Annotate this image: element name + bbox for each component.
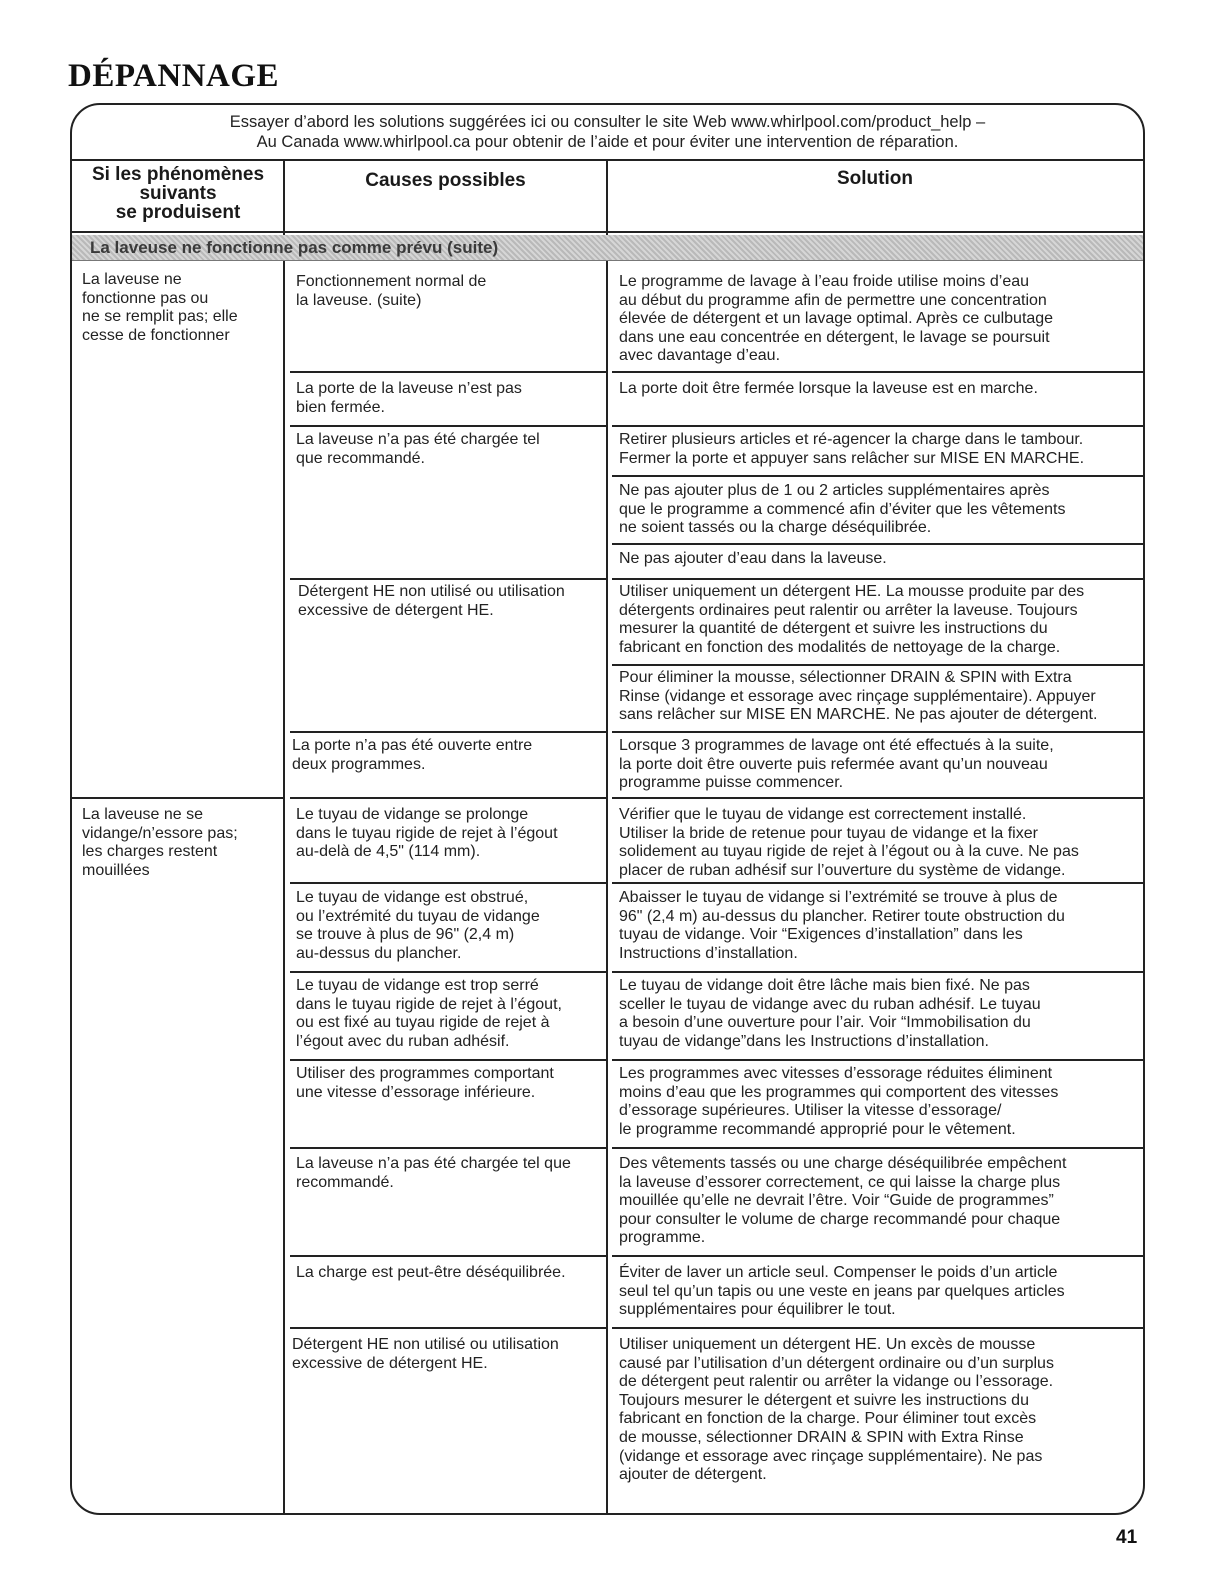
cause-cell: Le tuyau de vidange est trop serré dans le tuyau rigide de rejet à l’égout, ou est fixé au tuyau rigide de rejet à l’égout avec du ruban adhésif. — [296, 977, 562, 1050]
cause-cell: Détergent HE non utilisé ou utilisation excessive de détergent HE. — [292, 1336, 559, 1372]
cause-cell: La laveuse n’a pas été chargée tel que recommandé. — [296, 1155, 571, 1191]
solution-cell: Pour éliminer la mousse, sélectionner DRAIN & SPIN with Extra Rinse (vidange et essorage avec rinçage supplémentaire). Appuyer sans relâcher sur MISE EN MARCHE. Ne pas ajouter de détergent. — [619, 669, 1098, 724]
row-divider — [290, 578, 606, 580]
header-solution: Solution — [837, 168, 913, 189]
row-divider — [290, 1255, 606, 1257]
cause-cell: Fonctionnement normal de la laveuse. (suite) — [296, 273, 487, 309]
row-divider — [612, 425, 1143, 427]
cause-cell: La porte n’a pas été ouverte entre deux programmes. — [292, 737, 533, 773]
cause-cell: La charge est peut-être déséquilibrée. — [296, 1264, 566, 1281]
column-divider — [606, 159, 608, 235]
header-symptom: Si les phénomènes suivants se produisent — [91, 164, 265, 223]
header-causes: Causes possibles — [365, 170, 526, 191]
row-divider — [612, 543, 1143, 545]
row-divider — [290, 1327, 606, 1329]
row-divider — [290, 1147, 606, 1149]
row-divider — [290, 425, 606, 427]
solution-cell: Vérifier que le tuyau de vidange est correctement installé. Utiliser la bride de retenue pour tuyau de vidange et la fixer solidement au tuyau rigide de rejet à l’égout ou à la cuve. Ne pas placer de ruban adhésif sur l’ouverture du système de vidange. — [619, 806, 1079, 879]
solution-cell: Ne pas ajouter plus de 1 ou 2 articles supplémentaires après que le programme a commencé afin d’éviter que les vêtements ne soient tassés ou la charge déséquilibrée. — [619, 482, 1066, 537]
row-divider — [612, 475, 1143, 477]
row-divider — [612, 664, 1143, 666]
section-bar: La laveuse ne fonctionne pas comme prévu (suite) — [72, 235, 1143, 261]
row-divider — [612, 371, 1143, 373]
solution-cell: Utiliser uniquement un détergent HE. La mousse produite par des détergents ordinaires peut ralentir ou arrêter la laveuse. Toujours mesurer la quantité de détergent et suivre les instructions du fabricant en fonction des modalités de nettoyage de la charge. — [619, 583, 1085, 656]
page-title: DÉPANNAGE — [68, 58, 280, 94]
solution-cell: Lorsque 3 programmes de lavage ont été effectués à la suite, la porte doit être ouverte puis refermée avant qu’un nouveau programme puisse commencer. — [619, 737, 1054, 792]
solution-cell: Éviter de laver un article seul. Compenser le poids d’un article seul tel qu’un tapis ou une veste en jeans par quelques articles supplémentaires pour équilibrer le tout. — [619, 1264, 1065, 1319]
page-number: 41 — [1116, 1527, 1138, 1548]
row-divider — [290, 797, 606, 799]
column-divider — [283, 159, 285, 235]
solution-cell: Les programmes avec vitesses d’essorage réduites éliminent moins d’eau que les programmes qui comportent des vitesses d’essorage supérieures. Utiliser la vitesse d’essorage/ le programme recommandé approprié pour le vêtement. — [619, 1065, 1059, 1138]
column-divider — [283, 261, 285, 1515]
row-divider — [290, 731, 606, 733]
solution-cell: Le programme de lavage à l’eau froide utilise moins d’eau au début du programme afin de permettre une concentration élevée de détergent et un lavage optimal. Après ce culbutage dans une eau concentrée en détergent, le lavage se poursuit avec davantage d’eau. — [619, 273, 1054, 365]
intro-text: Essayer d’abord les solutions suggérées ici ou consulter le site Web www.whirlpool.com/product_help – Au Canada www.whirlpool.ca pour obtenir de l’aide et pour éviter une intervention de réparation. — [229, 113, 986, 151]
symptom-cell: La laveuse ne fonctionne pas ou ne se remplit pas; elle cesse de fonctionner — [82, 271, 238, 344]
solution-cell: Des vêtements tassés ou une charge déséquilibrée empêchent la laveuse d’essorer correctement, ce qui laisse la charge plus mouillée qu’elle ne devrait l’être. Voir “Guide de programmes” pour consulter le volume de charge recommandé pour chaque programme. — [619, 1155, 1067, 1247]
solution-cell: Abaisser le tuyau de vidange si l’extrémité se trouve à plus de 96" (2,4 m) au-dessus du plancher. Retirer toute obstruction du tuyau de vidange. Voir “Exigences d’installation” dans les Instructions d’installation. — [619, 889, 1065, 962]
row-divider — [290, 371, 606, 373]
cause-cell: La laveuse n’a pas été chargée tel que recommandé. — [296, 431, 540, 467]
row-divider — [290, 882, 606, 884]
row-divider — [290, 1059, 606, 1061]
solution-cell: Ne pas ajouter d’eau dans la laveuse. — [619, 550, 887, 567]
column-divider — [606, 261, 608, 1515]
row-divider — [290, 971, 606, 973]
cause-cell: La porte de la laveuse n’est pas bien fermée. — [296, 380, 522, 416]
solution-cell: Retirer plusieurs articles et ré-agencer la charge dans le tambour. Fermer la porte et appuyer sans relâcher sur MISE EN MARCHE. — [619, 431, 1085, 467]
row-divider — [612, 1147, 1143, 1149]
row-divider — [612, 1255, 1143, 1257]
cause-cell: Utiliser des programmes comportant une vitesse d’essorage inférieure. — [296, 1065, 554, 1101]
row-divider — [612, 971, 1143, 973]
row-divider — [612, 731, 1143, 733]
row-divider — [612, 1059, 1143, 1061]
solution-cell: Le tuyau de vidange doit être lâche mais bien fixé. Ne pas sceller le tuyau de vidange avec du ruban adhésif. Le tuyau a besoin d’une ouverture pour l’air. Voir “Immobilisation du tuyau de vidange”dans les Instructions d’installation. — [619, 977, 1041, 1050]
row-divider — [612, 882, 1143, 884]
symptom-cell: La laveuse ne se vidange/n’essore pas; les charges restent mouillées — [82, 806, 238, 879]
solution-cell: Utiliser uniquement un détergent HE. Un excès de mousse causé par l’utilisation d’un détergent ordinaire ou d’un surplus de détergent peut ralentir ou arrêter la vidange ou l’essorage. Toujours mesurer le détergent et suivre les instructions du fabricant en fonction de la charge. Pour éliminer tout excès de mousse, sélectionner DRAIN & SPIN with Extra Rinse (vidange et essorage avec rinçage supplémentaire). Ne pas ajouter de détergent. — [619, 1336, 1054, 1484]
row-divider — [612, 797, 1143, 799]
cause-cell: Détergent HE non utilisé ou utilisation excessive de détergent HE. — [298, 583, 565, 619]
row-divider — [72, 797, 283, 799]
row-divider — [612, 1327, 1143, 1329]
cause-cell: Le tuyau de vidange se prolonge dans le tuyau rigide de rejet à l’égout au-delà de 4,5" (114 mm). — [296, 806, 558, 861]
cause-cell: Le tuyau de vidange est obstrué, ou l’extrémité du tuyau de vidange se trouve à plus de 96" (2,4 m) au-dessus du plancher. — [296, 889, 540, 962]
solution-cell: La porte doit être fermée lorsque la laveuse est en marche. — [619, 380, 1038, 397]
row-divider — [612, 578, 1143, 580]
